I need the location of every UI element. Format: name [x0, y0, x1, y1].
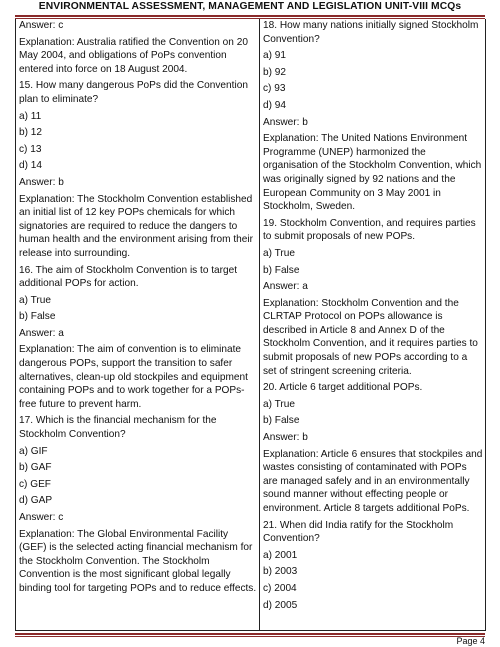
option-text: d) 14 [19, 160, 43, 172]
option-text: a) True [19, 294, 51, 306]
left-column [19, 19, 257, 599]
column-divider [259, 19, 260, 630]
question-text: 18. How many nations initially signed Stockholm Convention? [263, 20, 479, 45]
explanation-text: Explanation: Stockholm Convention and the CLRTAP Protocol on POPs allowance is described in Article 8 and Annex D of the Stockholm Convention, and it requires parties to submit proposals of new POPs according to a set of stringent screening criteria. [263, 297, 478, 377]
right-column [263, 19, 483, 615]
question-text: 16. The aim of Stockholm Convention is to target additional POPs for action. [19, 264, 238, 290]
question-text: 17. Which is the financial mechanism for the Stockholm Convention? [19, 415, 217, 441]
option-text: a) 11 [19, 110, 42, 122]
question-text: 20. Article 6 target additional POPs. [263, 382, 423, 394]
option-text: a) GIF [19, 445, 48, 457]
answer-text: Answer: c [19, 512, 64, 523]
footer-rule-thin [15, 636, 485, 637]
option-text: d) 2005 [263, 599, 298, 611]
answer-text: Answer: b [263, 432, 308, 444]
explanation-text: Explanation: The aim of convention is to eliminate dangerous POPs, support the transition to safer alternatives, clean-up old stockpiles and equipment containing POPs and to work together for a POPs-free future to prevent harm. [19, 344, 248, 410]
text-line: Explanation: Australia ratified the Convention on 20 May 2004, and obligations of PoPs convention entered into force on 18 August 2004. [19, 36, 248, 75]
option-text: a) True [263, 398, 295, 410]
option-text: b) 12 [19, 127, 43, 139]
explanation-text: Explanation: The Stockholm Convention established an initial list of 12 key POPs chemicals for which signatories are required to reduce the dangers to human health and the environment arising from their release into surrounding. [19, 193, 253, 259]
option-text: d) GAP [19, 495, 53, 507]
footer-rule [15, 633, 485, 635]
explanation-text: Explanation: Article 6 ensures that stockpiles and wastes consisting of contaminated with POPs are managed safely and in an environmentally sound manner without effecting people or environment. Article 8 targets additional PoPs. [263, 448, 483, 514]
answer-text: Answer: b [263, 116, 308, 128]
option-text: b) 2003 [263, 566, 298, 578]
option-text: d) 94 [263, 99, 287, 111]
option-text: c) 93 [263, 83, 286, 95]
option-text: c) GEF [19, 478, 51, 490]
option-text: b) GAF [19, 462, 52, 474]
option-text: a) 91 [263, 50, 287, 62]
page-number: Page 4 [456, 636, 485, 646]
option-text: b) False [19, 311, 56, 323]
question-text: 15. How many dangerous PoPs did the Convention plan to eliminate? [19, 80, 248, 105]
answer-text: Answer: a [263, 281, 308, 293]
option-text: c) 2004 [263, 582, 297, 594]
option-text: c) 13 [19, 143, 42, 155]
header-rule [15, 15, 485, 17]
answer-text: Answer: b [19, 176, 64, 188]
answer-text: Answer: a [19, 327, 64, 339]
explanation-text: Explanation: The Global Environmental Facility (GEF) is the selected acting financial mechanism for the Stockholm Convention. The Stockholm Convention is the most significant global legally binding tool for targeting POPs and to reduce effects. [19, 528, 257, 594]
option-text: a) 2001 [263, 549, 298, 561]
option-text: b) 92 [263, 66, 287, 78]
explanation-text: Explanation: The United Nations Environment Programme (UNEP) harmonized the organisation of the Stockholm Convention, which was originally signed by 92 nations and the European Community on 3 May 2001 in Stockholm, Sweden. [263, 133, 482, 213]
question-text: 21. When did India ratify for the Stockholm Convention? [263, 519, 454, 545]
question-text: 19. Stockholm Convention, and requires parties to submit proposals of new POPs. [263, 217, 476, 243]
page-header-title: ENVIRONMENTAL ASSESSMENT, MANAGEMENT AND LEGISLATION UNIT-VIII MCQs [38, 1, 462, 12]
option-text: a) True [263, 247, 295, 259]
option-text: b) False [263, 415, 300, 427]
text-line: Answer: c [19, 20, 64, 31]
option-text: b) False [263, 264, 300, 276]
